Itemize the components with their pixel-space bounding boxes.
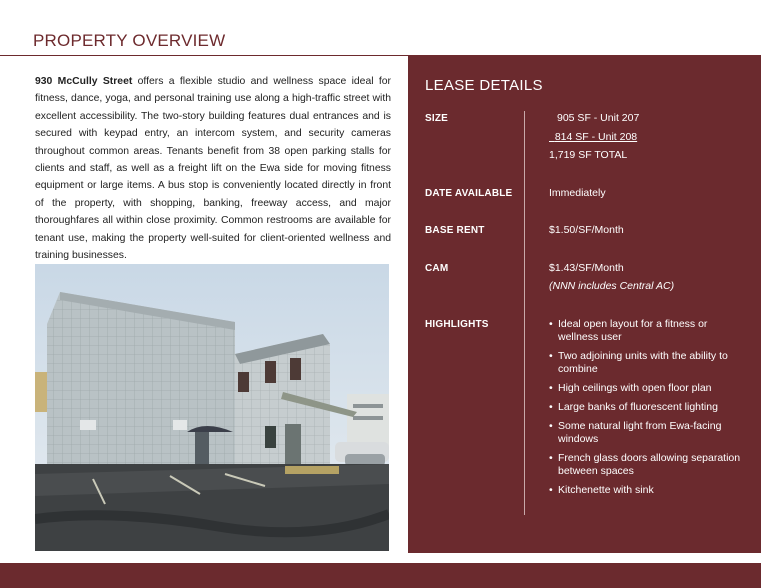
bullet-icon: • — [549, 350, 553, 362]
footer-bar — [0, 563, 761, 588]
size-unit-207: 905 SF - Unit 207 — [557, 112, 640, 124]
highlight-text: Large banks of fluorescent lighting — [558, 401, 718, 413]
size-unit-208-text: 814 SF - Unit 208 — [554, 131, 638, 143]
property-description — [35, 73, 391, 264]
list-item — [549, 350, 749, 376]
size-label: SIZE — [425, 113, 449, 124]
cam-value: $1.43/SF/Month — [549, 262, 624, 274]
lease-details-panel — [408, 56, 761, 553]
list-item — [549, 318, 749, 344]
description-body: offers a flexible studio and wellness space ideal for fitness, dance, yoga, and personal training use along a high-traffic street with excellent accessibility. The two-story building features dual entrances and is secured with keypad entry, an intercom system, and security cameras throughout common areas. Tenants benefit from 38 open parking stalls for clients and staff, as well as a freight lift on the Ewa side for moving fitness equipment or large items. A bus stop is conveniently located directly in front of the property, with shopping, banking, freeway access, and major thoroughfares all within close proximity. Common restrooms are available for tenant use, making the property well-suited for client-oriented wellness and training businesses. — [35, 76, 391, 262]
lease-details-title: LEASE DETAILS — [425, 77, 543, 94]
highlight-text: French glass doors allowing separation between spaces — [558, 452, 741, 477]
cam-note: (NNN includes Central AC) — [549, 280, 675, 292]
highlight-text: Some natural light from Ewa-facing windows — [558, 420, 722, 445]
bullet-icon: • — [549, 401, 553, 413]
bullet-icon: • — [549, 382, 553, 394]
list-item — [549, 382, 749, 395]
bullet-icon: • — [549, 420, 553, 432]
page-title: PROPERTY OVERVIEW — [33, 31, 226, 50]
list-item — [549, 452, 749, 478]
list-item — [549, 420, 749, 446]
date-available-label: DATE AVAILABLE — [425, 188, 513, 199]
date-available-value: Immediately — [549, 187, 606, 199]
bullet-icon: • — [549, 318, 553, 330]
bullet-icon: • — [549, 452, 553, 464]
size-total: 1,719 SF TOTAL — [549, 149, 628, 161]
property-address: 930 McCully Street — [35, 76, 133, 87]
highlights-list — [549, 318, 749, 503]
highlight-text: Ideal open layout for a fitness or wellness user — [558, 318, 708, 343]
bullet-icon: • — [549, 484, 553, 496]
cam-label: CAM — [425, 263, 449, 274]
highlight-text: Kitchenette with sink — [558, 484, 654, 496]
base-rent-value: $1.50/SF/Month — [549, 224, 624, 236]
highlight-text: High ceilings with open floor plan — [558, 382, 712, 394]
lease-details-divider — [524, 111, 525, 515]
highlights-label: HIGHLIGHTS — [425, 319, 489, 330]
building-photo — [35, 264, 389, 551]
list-item — [549, 401, 749, 414]
base-rent-label: BASE RENT — [425, 225, 485, 236]
list-item — [549, 484, 749, 497]
highlight-text: Two adjoining units with the ability to combine — [558, 350, 728, 375]
size-unit-208 — [549, 128, 637, 147]
